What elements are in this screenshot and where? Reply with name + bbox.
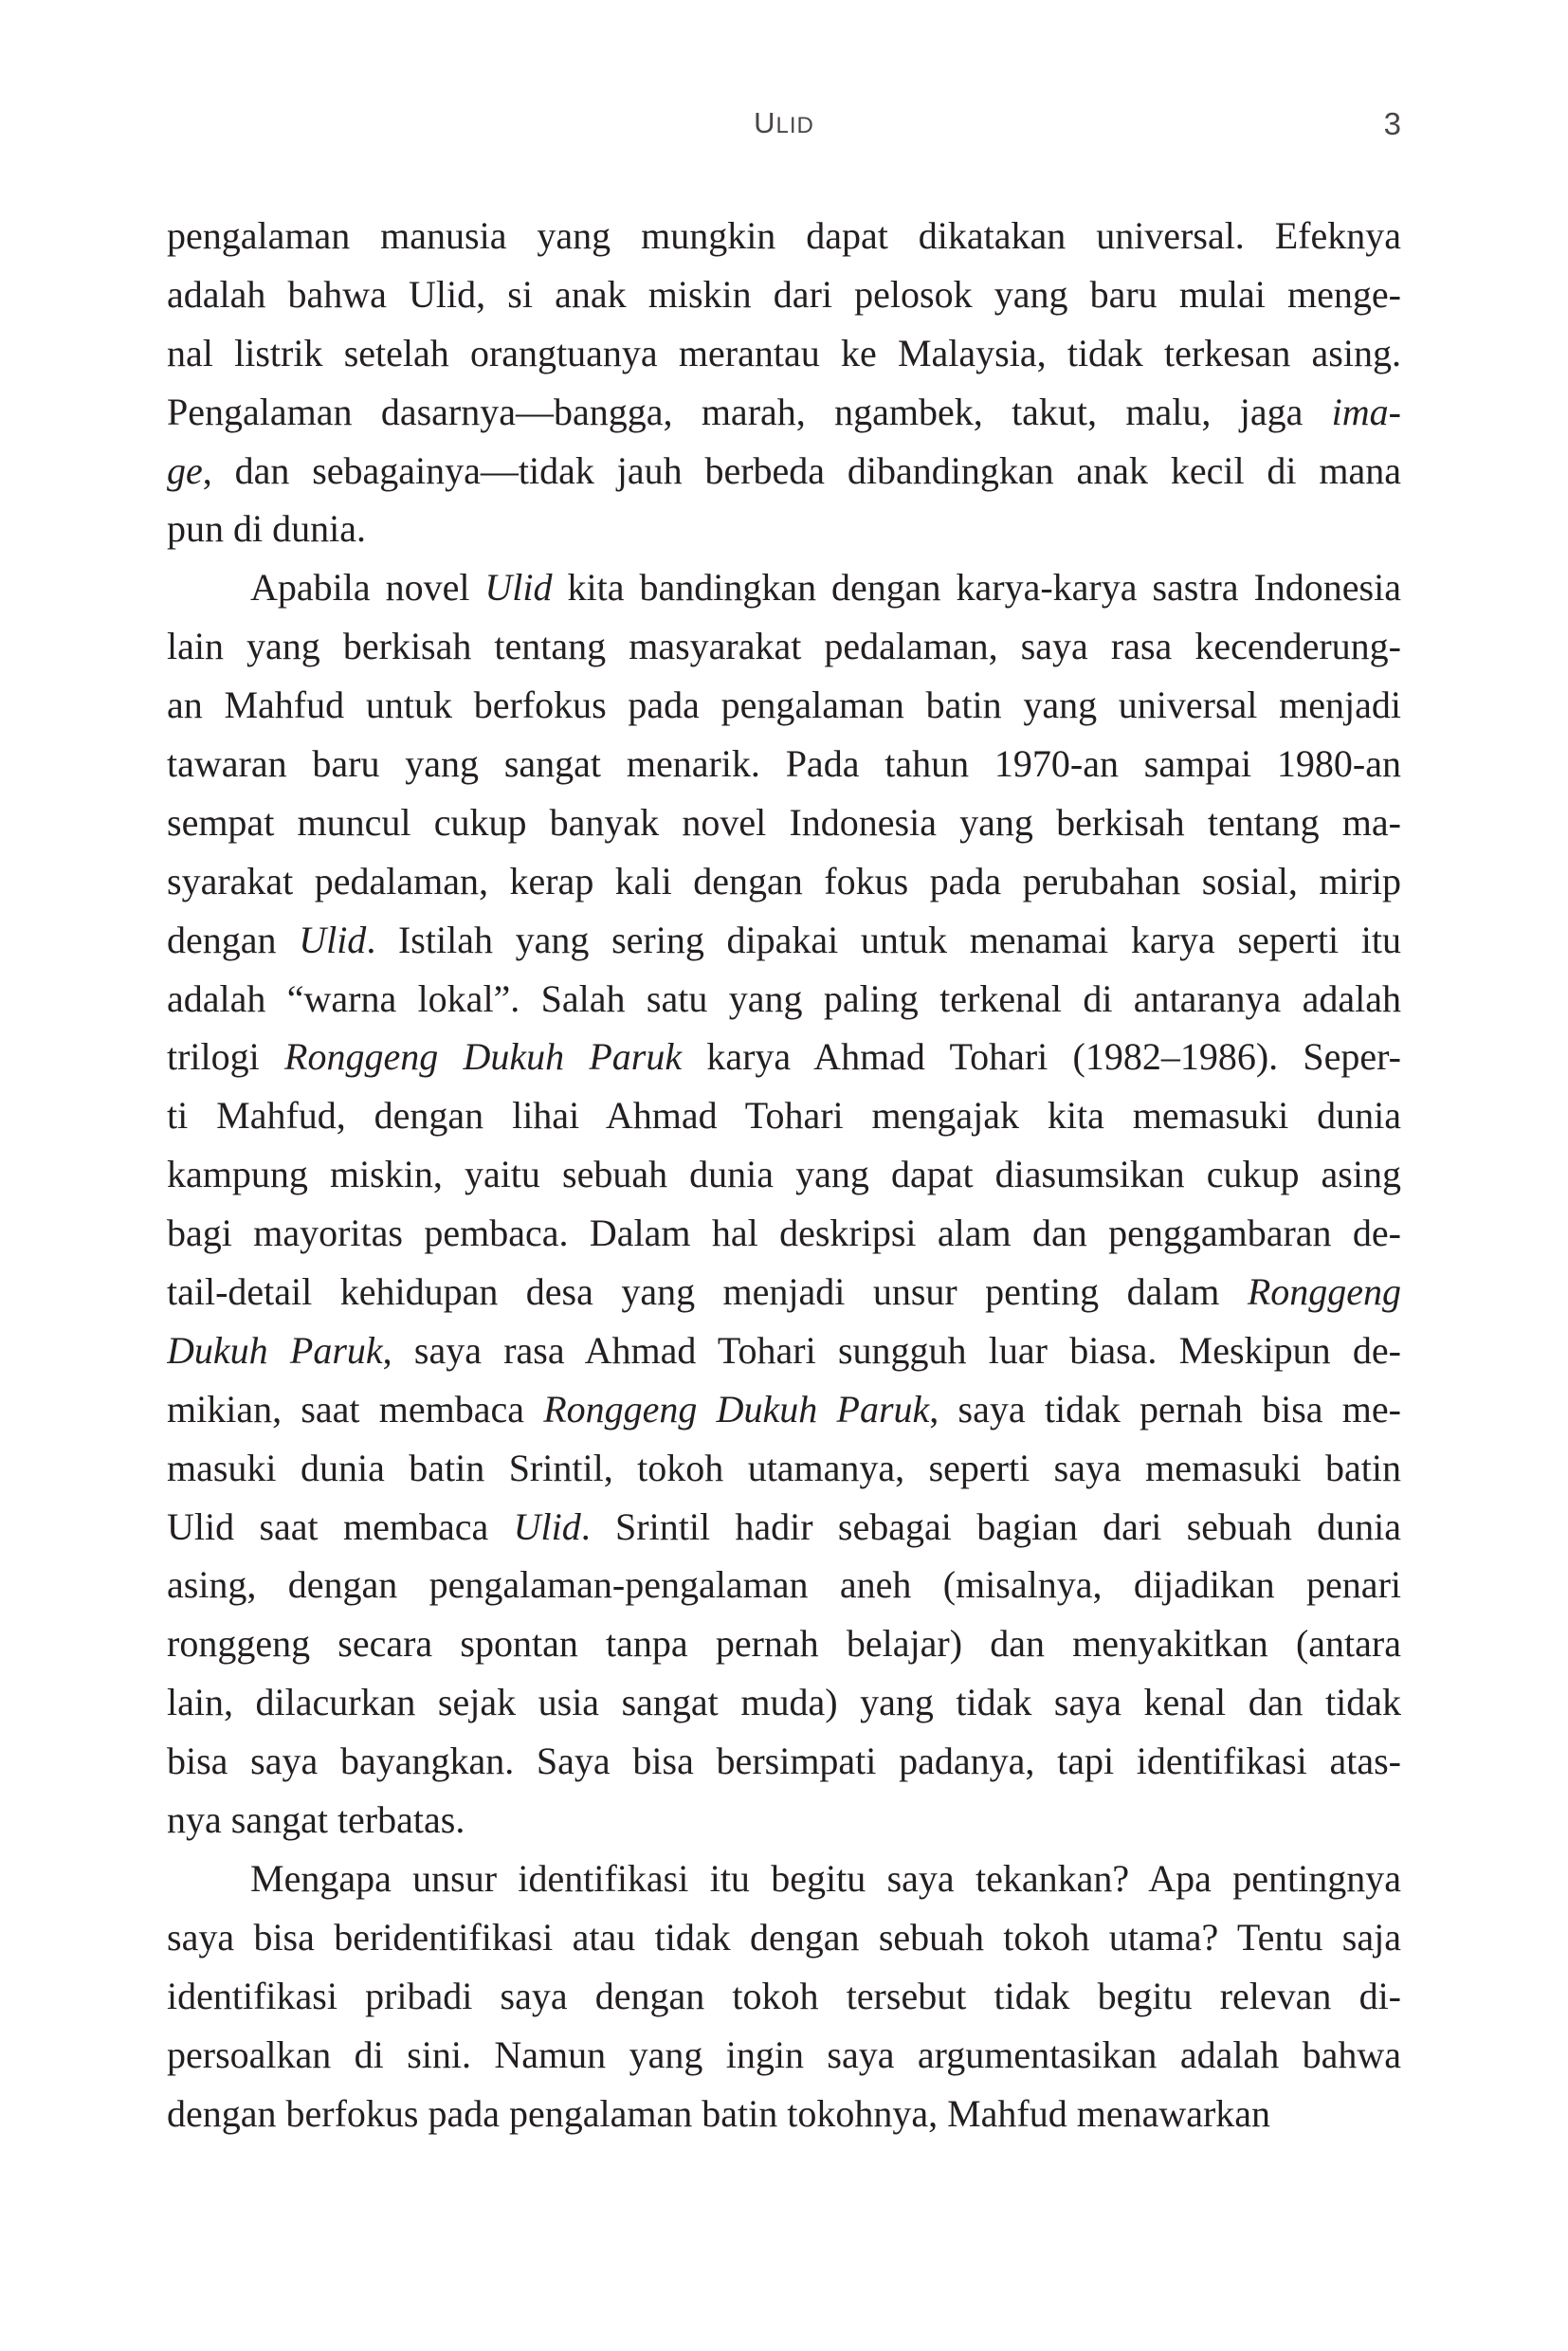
- running-title-smallcaps: LID: [775, 113, 814, 138]
- text-run: Mengapa unsur identifikasi itu begitu saya tekankan? Apa pentingnya: [250, 1856, 1401, 1900]
- text-line: [167, 735, 1401, 793]
- text-run: trilogi: [167, 1035, 285, 1079]
- text-line: [167, 1614, 1401, 1673]
- italic-text: Ronggeng: [1247, 1270, 1401, 1314]
- text-run: tail-detail kehidupan desa yang menjadi unsur penting dalam: [167, 1270, 1248, 1314]
- text-run: Ulid saat membaca: [167, 1504, 514, 1548]
- text-line: [167, 2026, 1401, 2085]
- text-line: [167, 1321, 1401, 1380]
- paragraph: [167, 558, 1401, 1850]
- text-line: [167, 1732, 1401, 1791]
- text-run: an Mahfud untuk berfokus pada pengalaman batin yang universal menjadi: [167, 683, 1401, 727]
- text-run: karya Ahmad Tohari (1982–1986). Seper-: [682, 1035, 1401, 1079]
- text-run: dengan berfokus pada pengalaman batin tokohnya, Mahfud menawarkan: [167, 2091, 1271, 2135]
- text-line: [167, 207, 1401, 265]
- text-line: [167, 1204, 1401, 1263]
- text-run: lain, dilacurkan sejak usia sangat muda) yang tidak saya kenal dan tidak: [167, 1681, 1401, 1724]
- text-run: , saya rasa Ahmad Tohari sungguh luar biasa. Meskipun de-: [382, 1328, 1401, 1372]
- text-line: [167, 970, 1401, 1029]
- text-run: Pengalaman dasarnya—bangga, marah, ngambek, takut, malu, jaga: [167, 390, 1332, 433]
- text-run: persoalkan di sini. Namun yang ingin saya argumentasikan adalah bahwa: [167, 2032, 1401, 2076]
- text-line: [167, 558, 1401, 617]
- text-line: [167, 1086, 1401, 1145]
- text-run: . Istilah yang sering dipakai untuk menamai karya seperti itu: [366, 918, 1401, 961]
- text-line: [167, 1145, 1401, 1204]
- text-run: . Srintil hadir sebagai bagian dari sebuah dunia: [580, 1504, 1401, 1548]
- italic-text: Dukuh Paruk: [167, 1328, 383, 1372]
- text-line: [167, 500, 1401, 558]
- text-run: syarakat pedalaman, kerap kali dengan fokus pada perubahan sosial, mirip: [167, 859, 1401, 902]
- running-title-initial: U: [754, 106, 776, 139]
- text-run: asing, dengan pengalaman-pengalaman aneh (misalnya, dijadikan penari: [167, 1563, 1401, 1607]
- italic-text: Ulid: [484, 566, 553, 610]
- text-line: [167, 2085, 1401, 2143]
- text-line: [167, 1908, 1401, 1967]
- text-line: [167, 1263, 1401, 1321]
- body-text: [167, 207, 1401, 2142]
- text-run: saya bisa beridentifikasi atau tidak dengan sebuah tokoh utama? Tentu saja: [167, 1915, 1401, 1959]
- text-run: kampung miskin, yaitu sebuah dunia yang dapat diasumsikan cukup asing: [167, 1153, 1401, 1196]
- text-run: nya sangat terbatas.: [167, 1798, 465, 1842]
- text-run: adalah bahwa Ulid, si anak miskin dari pelosok yang baru mulai menge-: [167, 272, 1401, 316]
- italic-text: ima-: [1331, 390, 1401, 433]
- text-run: pun di dunia.: [167, 507, 366, 551]
- text-line: [167, 1028, 1401, 1086]
- running-title: [167, 106, 1401, 140]
- text-run: ronggeng secara spontan tanpa pernah belajar) dan menyakitkan (antara: [167, 1622, 1401, 1666]
- text-run: identifikasi pribadi saya dengan tokoh tersebut tidak begitu relevan di-: [167, 1974, 1401, 2017]
- text-line: [167, 617, 1401, 676]
- text-run: bisa saya bayangkan. Saya bisa bersimpati padanya, tapi identifikasi atas-: [167, 1740, 1401, 1783]
- text-run: sempat muncul cukup banyak novel Indonesia yang berkisah tentang ma-: [167, 800, 1401, 844]
- text-run: , saya tidak pernah bisa me-: [929, 1387, 1401, 1431]
- paragraph: [167, 207, 1401, 558]
- text-run: pengalaman manusia yang mungkin dapat dikatakan universal. Efeknya: [167, 214, 1401, 257]
- text-line: [167, 1673, 1401, 1732]
- text-run: mikian, saat membaca: [167, 1387, 544, 1431]
- text-line: [167, 911, 1401, 970]
- italic-text: Ronggeng Dukuh Paruk: [543, 1387, 930, 1431]
- text-run: kita bandingkan dengan karya-karya sastra Indonesia: [552, 566, 1401, 610]
- text-line: [167, 1556, 1401, 1614]
- text-run: masuki dunia batin Srintil, tokoh utamanya, seperti saya memasuki batin: [167, 1446, 1401, 1489]
- italic-text: ge: [167, 448, 203, 492]
- text-run: Apabila novel: [250, 566, 485, 610]
- paragraph: [167, 1850, 1401, 2142]
- text-line: [167, 324, 1401, 383]
- text-line: [167, 1439, 1401, 1498]
- italic-text: Ulid: [299, 918, 367, 961]
- running-head: [167, 106, 1401, 155]
- text-run: tawaran baru yang sangat menarik. Pada tahun 1970-an sampai 1980-an: [167, 742, 1401, 786]
- text-line: [167, 852, 1401, 911]
- text-run: ti Mahfud, dengan lihai Ahmad Tohari mengajak kita memasuki dunia: [167, 1094, 1401, 1138]
- text-line: [167, 383, 1401, 442]
- text-line: [167, 676, 1401, 735]
- text-run: , dan sebagainya—tidak jauh berbeda dibandingkan anak kecil di mana: [202, 448, 1401, 492]
- text-line: [167, 1967, 1401, 2026]
- text-line: [167, 793, 1401, 852]
- text-line: [167, 1498, 1401, 1557]
- text-run: dengan: [167, 918, 300, 961]
- text-run: nal listrik setelah orangtuanya merantau ke Malaysia, tidak terkesan asing.: [167, 331, 1401, 374]
- text-line: [167, 1791, 1401, 1850]
- text-run: adalah “warna lokal”. Salah satu yang paling terkenal di antaranya adalah: [167, 976, 1401, 1020]
- text-line: [167, 442, 1401, 501]
- page-number: 3: [1383, 106, 1401, 141]
- text-run: bagi mayoritas pembaca. Dalam hal deskripsi alam dan penggambaran de-: [167, 1212, 1401, 1255]
- italic-text: Ronggeng Dukuh Paruk: [284, 1035, 683, 1079]
- italic-text: Ulid: [513, 1504, 581, 1548]
- text-run: lain yang berkisah tentang masyarakat pedalaman, saya rasa kecenderung-: [167, 625, 1401, 668]
- text-line: [167, 1380, 1401, 1439]
- text-line: [167, 265, 1401, 324]
- text-line: [167, 1850, 1401, 1908]
